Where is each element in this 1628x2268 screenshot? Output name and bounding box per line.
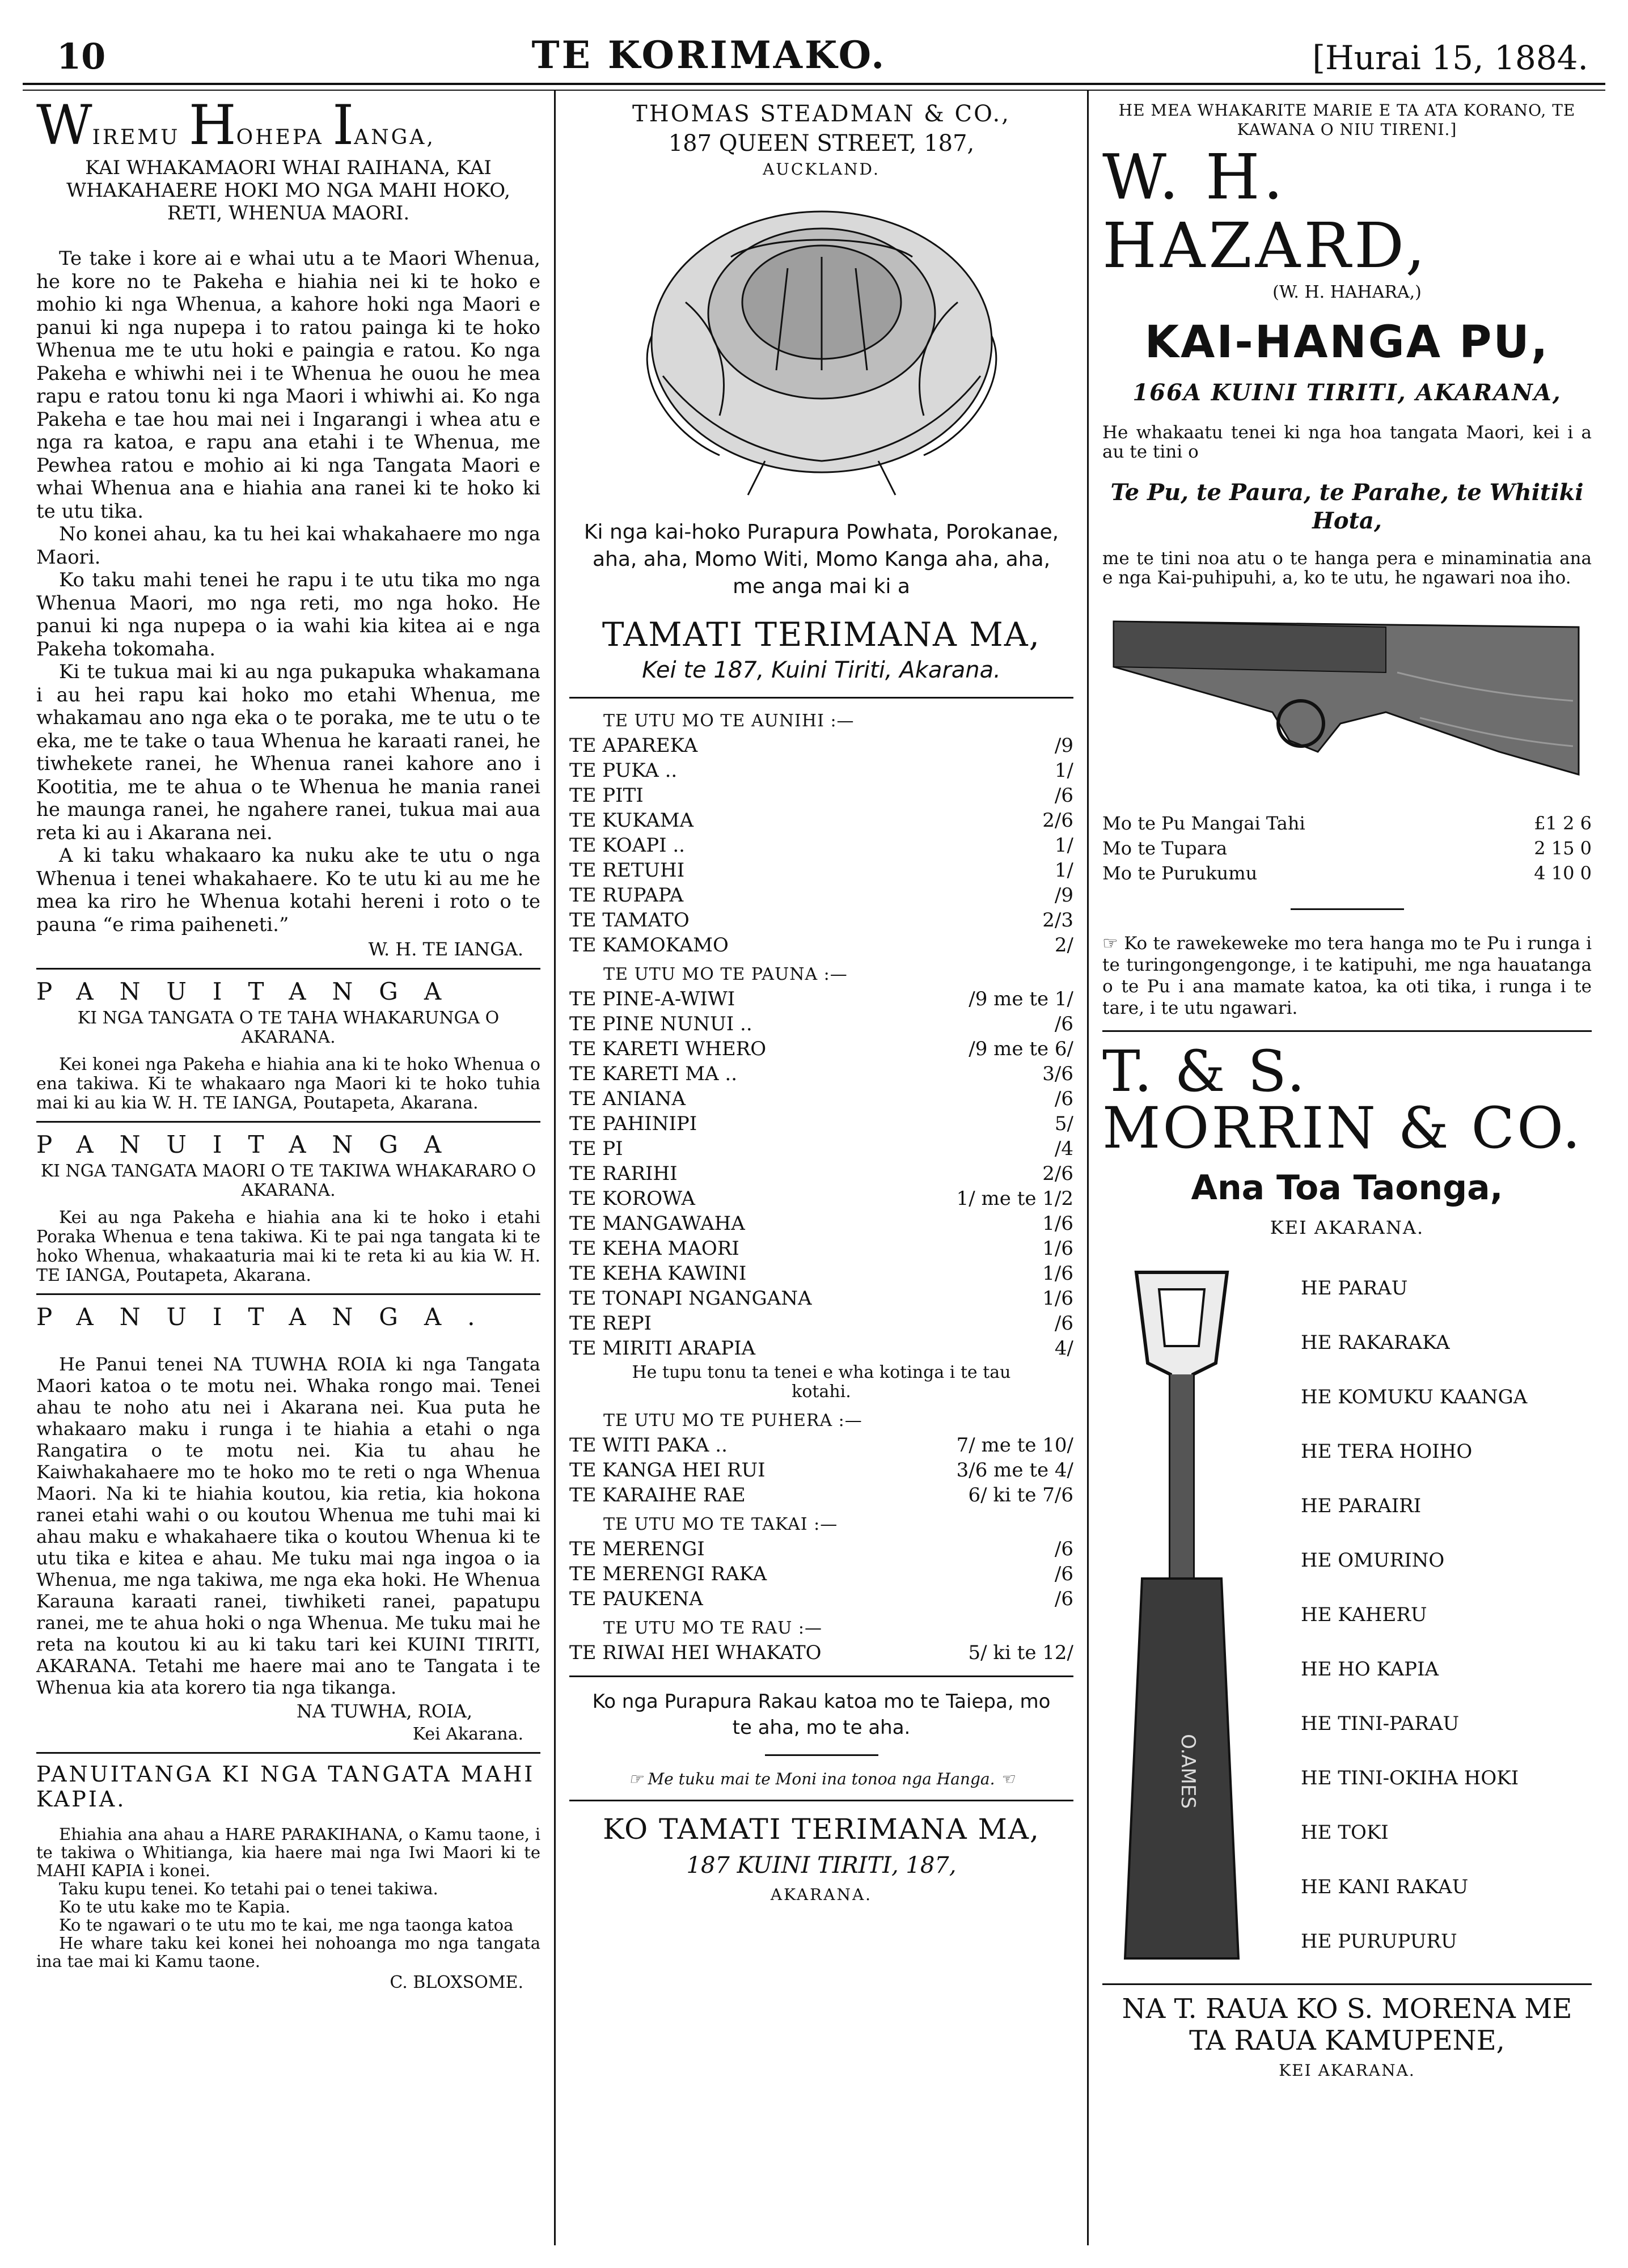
cabbage-svg bbox=[618, 189, 1026, 506]
column-1 bbox=[23, 91, 556, 2245]
item-price: 4/ bbox=[1054, 1337, 1073, 1360]
item-price: 1/ bbox=[1054, 759, 1073, 782]
money-note bbox=[569, 1770, 1073, 1788]
item-name: TE PAHINIPI bbox=[569, 1112, 697, 1135]
ad-subtitle: KI NGA TANGATA O TE TAHA WHAKARUNGA O AKARANA. bbox=[77, 1008, 500, 1048]
name-part-ohepa: OHEPA bbox=[236, 126, 333, 149]
item-price: 1/6 bbox=[1042, 1237, 1073, 1260]
list-item: HE KAHERU bbox=[1301, 1603, 1427, 1626]
morrin-ad bbox=[1102, 1030, 1592, 2080]
item-price: 2 15 0 bbox=[1534, 837, 1592, 859]
pointing-hand-icon: ☜ bbox=[995, 1770, 1014, 1788]
item-name: TE KOAPI .. bbox=[569, 834, 685, 857]
name-part-iremu: IREMU bbox=[92, 126, 189, 149]
steadman-header bbox=[569, 101, 1073, 179]
price-section-title: TE UTU MO TE TAKAI :— bbox=[603, 1514, 838, 1534]
ad-heading: PANUITANGA KI NGA TANGATA MAHI KAPIA. bbox=[36, 1762, 535, 1812]
paragraph: A ki taku whakaaro ka nuku ake te utu o nga Whenua i tenei whakahaere. Ko te utu ki au me he mea ka riro he Whenua kotahi hereni i roto o te pauna “e rima paiheneti.” bbox=[36, 844, 540, 936]
item-price: /6 bbox=[1054, 1563, 1073, 1585]
spade-label: O.AMES bbox=[1177, 1734, 1199, 1809]
repair-note bbox=[1102, 933, 1592, 1019]
price-section-title: TE UTU MO TE PAUNA :— bbox=[603, 964, 848, 984]
table-row bbox=[569, 733, 1073, 758]
item-price: /6 bbox=[1054, 1538, 1073, 1560]
item-price: /6 bbox=[1054, 1013, 1073, 1035]
paragraph: Ki te tukua mai ki au nga pukapuka whakamana i au hei rapu kai hoko mo etahi Whenua, me whakamau ano nga eka o te poraka, me te utu o te eka, me te take o taua Whenua he karaati ranei, he tiwhekete ranei, he Whenua ranei kahore ano i Kootitia, me te ahua o te Whenua he mania ranei he maunga ranei, he ngahere ranei, tukua mai aua reta ki au i Akarana nei. bbox=[36, 661, 540, 844]
item-price: /6 bbox=[1054, 784, 1073, 807]
ad-panuitanga-north bbox=[36, 978, 540, 1123]
gun-price-table bbox=[1102, 811, 1592, 886]
price-section-title: TE UTU MO TE AUNIHI :— bbox=[603, 711, 855, 731]
item-name: TE WITI PAKA .. bbox=[569, 1434, 728, 1457]
list-item: HE KOMUKU KAANGA bbox=[1301, 1386, 1528, 1408]
table-row bbox=[569, 1483, 1073, 1508]
item-name: TE PUKA .. bbox=[569, 759, 678, 782]
price-table bbox=[569, 733, 1073, 958]
table-row bbox=[569, 783, 1073, 808]
hazard-address: 166A KUINI TIRITI, AKARANA, bbox=[1132, 379, 1562, 406]
item-name: TE REPI bbox=[569, 1312, 652, 1335]
issue-date: [Hurai 15, 1884. bbox=[1312, 39, 1588, 77]
item-name: TE PI bbox=[569, 1137, 623, 1160]
paragraph: He Panui tenei NA TUWHA ROIA ki nga Tangata Maori katoa o te motu nei. Whaka rongo mai. Tenei ahau te noho atu nei i Akarana nei. Kua puta he whakaaro maku i runga i te hiahia a etahi o nga Rangatira o te motu nei. Kia tu ahau he Kaiwhakahaere mo te hoko mo te reti o nga Whenua Maori. Na ki te hiahia koutou, kia retia, kia hokona ranei etahi wahi o ou koutou Whenua me tuhi mai ki ahau maku e whakahaere tika o koutou Whenua ki te utu tika e kitea e ahau. Me tuku mai nga ingoa o ia Whenua, me nga takiwa, me nga eka hoki. He Whenua Karauna karaati ranei, tiwhiketi ranei, papatupu ranei, me te ahua hoki o nga Whenua. Me tuku mai he reta na koutou ki au ki taku tari kei KUINI TIRITI, AKARANA. Tetahi me haere mai ano te Tangata i te Whenua kia ata korero tia nga tikanga. bbox=[36, 1353, 540, 1699]
item-price: /9 bbox=[1054, 734, 1073, 757]
item-name: TE MIRITI ARAPIA bbox=[569, 1337, 756, 1360]
shotgun-svg bbox=[1102, 604, 1590, 797]
morrin-shop: Ana Toa Taonga, bbox=[1191, 1168, 1503, 1208]
hazard-intro bbox=[1102, 423, 1592, 462]
company-name: THOMAS STEADMAN & CO., bbox=[632, 101, 1010, 127]
item-price: 4 10 0 bbox=[1534, 862, 1592, 884]
item-name: Mo te Tupara bbox=[1102, 837, 1228, 859]
bottom-city: AKARANA. bbox=[770, 1885, 873, 1904]
ad-mahi-kapia bbox=[36, 1762, 540, 2000]
tool-list bbox=[1272, 1261, 1527, 1978]
table-row bbox=[1102, 861, 1592, 886]
table-row bbox=[569, 1433, 1073, 1458]
table-row bbox=[569, 1458, 1073, 1483]
item-price: /9 bbox=[1054, 884, 1073, 907]
footer-block bbox=[569, 1675, 1073, 1788]
ad-heading: PANUITANGA bbox=[36, 978, 468, 1006]
bottom-block bbox=[569, 1800, 1073, 1904]
spade-svg bbox=[1102, 1261, 1261, 1975]
item-price: 3/6 me te 4/ bbox=[956, 1459, 1073, 1482]
price-table bbox=[569, 1433, 1073, 1508]
item-name: TE RUPAPA bbox=[569, 884, 684, 907]
item-price: /6 bbox=[1054, 1312, 1073, 1335]
paragraph: Ko te utu kake mo te Kapia. bbox=[59, 1897, 291, 1917]
ad-body bbox=[36, 1208, 540, 1285]
paragraph: me te tini noa atu o te hanga pera e minaminatia ana e nga Kai-puhipuhi, a, ko te utu, he ngawari noa iho. bbox=[1102, 548, 1592, 588]
item-name: TE MANGAWAHA bbox=[569, 1212, 745, 1235]
ad-body bbox=[36, 1353, 540, 1698]
shotgun-illustration-icon bbox=[1102, 604, 1592, 799]
price-section-title: TE UTU MO TE PUHERA :— bbox=[603, 1411, 862, 1431]
paragraph: Te take i kore ai e whai utu a te Maori Whenua, he kore no te Pakeha e hiahia nei ki te hoko e mohio ki nga Whenua, a kahore hoki nga Maori e panui ki nga nupepa i to ratou painga ki te hoko Whenua me te utu hoki e paingia e ratou. Ko nga Pakeha e whiwhi nei i te Whenua he ouou he mea rapu e ratou tonu ki nga Maori i whiwhi ai. Ko nga Pakeha e tae hou mai nei i Ingarangi i whea atu e nga ra katoa, e rapu ana etahi i te Whenua, me Pewhea ratou e mohio ai ki nga Tangata Maori e whai Whenua ana e hiahia ana ranei ki te hoko ki te utu tika. bbox=[36, 247, 540, 523]
list-item: HE PURUPURU bbox=[1301, 1930, 1457, 1953]
divider bbox=[1291, 908, 1404, 910]
item-name: TE PINE NUNUI .. bbox=[569, 1013, 752, 1035]
hazard-goods-note bbox=[1102, 549, 1592, 587]
repair-note-text: Ko te rawekeweke mo tera hanga mo te Pu i runga i te turingongengonge, i te katipuhi, me nga hauatanga o te Pu i ana mamate katoa, ka oti tika, i runga i te tare, i te utu ngawari. bbox=[1102, 933, 1592, 1018]
table-row bbox=[569, 1211, 1073, 1236]
hazard-goods: Te Pu, te Paura, te Parahe, te Whitiki Hota, bbox=[1110, 479, 1584, 534]
table-row bbox=[569, 1186, 1073, 1211]
price-section-title: TE UTU MO TE RAU :— bbox=[603, 1618, 823, 1638]
ad-body bbox=[36, 1055, 540, 1113]
paragraph: Ko taku mahi tenei he rapu i te utu tika mo nga Whenua Maori, mo nga reti, mo nga hoko. He panui ki nga nupepa o ia wahi kia kitea ai e nga Pakeha tokomaha. bbox=[36, 569, 540, 661]
item-name: TE APAREKA bbox=[569, 734, 698, 757]
table-row bbox=[569, 1012, 1073, 1036]
table-row bbox=[569, 858, 1073, 883]
list-item: HE TOKI bbox=[1301, 1821, 1389, 1844]
item-price: 2/3 bbox=[1042, 909, 1073, 932]
page-number: 10 bbox=[57, 36, 106, 77]
table-row bbox=[569, 933, 1073, 958]
price-sections bbox=[569, 704, 1073, 1665]
table-row bbox=[569, 833, 1073, 858]
item-name: TE KUKAMA bbox=[569, 809, 694, 832]
table-row bbox=[569, 1562, 1073, 1586]
table-row bbox=[569, 1311, 1073, 1336]
list-item: HE PARAU bbox=[1301, 1277, 1408, 1300]
initial-w: W bbox=[36, 94, 92, 157]
table-row bbox=[569, 908, 1073, 933]
list-item: HE KANI RAKAU bbox=[1301, 1876, 1469, 1898]
paragraph: Kei konei nga Pakeha e hiahia ana ki te hoko Whenua o ena takiwa. Ki te whakaaro nga Maori ki te hoko tuhia mai ki au kia W. H. TE IANGA, Poutapeta, Akarana. bbox=[36, 1055, 540, 1114]
list-item: HE TINI-PARAU bbox=[1301, 1712, 1460, 1735]
merchant-address: Kei te 187, Kuini Tiriti, Akarana. bbox=[642, 657, 1001, 683]
item-price: /6 bbox=[1054, 1088, 1073, 1110]
table-row bbox=[569, 758, 1073, 783]
table-row bbox=[569, 808, 1073, 833]
masthead bbox=[23, 23, 1605, 85]
ad-subtitle: KAI WHAKAMAORI WHAI RAIHANA, KAI WHAKAHAERE HOKI MO NGA MAHI HOKO, RETI, WHENUA MAORI. bbox=[66, 156, 510, 225]
table-row bbox=[569, 1336, 1073, 1361]
item-name: TE PITI bbox=[569, 784, 644, 807]
list-item: HE TERA HOIHO bbox=[1301, 1440, 1473, 1463]
price-table bbox=[569, 987, 1073, 1361]
item-price: 3/6 bbox=[1042, 1063, 1073, 1085]
pointing-hand-icon: ☞ bbox=[628, 1770, 648, 1788]
table-row bbox=[569, 1136, 1073, 1161]
column-3 bbox=[1089, 91, 1605, 2245]
paragraph: He whakaatu tenei ki nga hoa tangata Maori, kei i a au te tini o bbox=[1102, 422, 1592, 462]
item-price: /6 bbox=[1054, 1588, 1073, 1610]
ad-body bbox=[36, 247, 540, 936]
morrin-name: T. & S. MORRIN & CO. bbox=[1102, 1038, 1583, 1161]
price-table bbox=[569, 1537, 1073, 1611]
table-row bbox=[569, 1111, 1073, 1136]
company-city: AUCKLAND. bbox=[763, 160, 880, 179]
seed-note: Ko nga Purapura Rakau katoa mo te Taiepa, mo te aha, mo te aha. bbox=[592, 1690, 1051, 1739]
hazard-name: W. H. HAZARD, bbox=[1102, 141, 1429, 282]
paragraph: He whare taku kei konei hei nohoanga mo nga tangata ina tae mai ki Kamu taone. bbox=[36, 1933, 540, 1971]
money-note-text: Me tuku mai te Moni ina tonoa nga Hanga. bbox=[648, 1770, 995, 1788]
signature: W. H. TE IANGA. bbox=[368, 938, 523, 960]
table-row bbox=[569, 1036, 1073, 1061]
item-name: TE KEHA MAORI bbox=[569, 1237, 739, 1260]
item-price: 6/ ki te 7/6 bbox=[968, 1484, 1073, 1507]
bottom-name: KO TAMATI TERIMANA MA, bbox=[603, 1813, 1040, 1846]
spade-illustration-icon bbox=[1102, 1261, 1272, 1978]
table-row bbox=[569, 1236, 1073, 1261]
pointing-hand-icon: ☞ bbox=[1102, 933, 1124, 954]
table-row bbox=[1102, 811, 1592, 836]
item-name: TE PAUKENA bbox=[569, 1588, 703, 1610]
ad-body bbox=[36, 1825, 540, 1970]
merchant-name: TAMATI TERIMANA MA, bbox=[602, 615, 1041, 654]
item-price: /9 me te 6/ bbox=[969, 1038, 1073, 1060]
list-item: HE HO KAPIA bbox=[1301, 1658, 1439, 1681]
item-name: TE PINE-A-WIWI bbox=[569, 988, 735, 1010]
item-name: TE TONAPI NGANGANA bbox=[569, 1287, 812, 1310]
paragraph: No konei ahau, ka tu hei kai whakahaere mo nga Maori. bbox=[36, 523, 540, 569]
price-table bbox=[569, 1640, 1073, 1665]
table-row bbox=[569, 1061, 1073, 1086]
item-price: 5/ ki te 12/ bbox=[968, 1641, 1073, 1664]
item-price: 1/ bbox=[1054, 834, 1073, 857]
item-name: TE KEHA KAWINI bbox=[569, 1262, 747, 1285]
item-price: 1/ bbox=[1054, 859, 1073, 882]
ad-name bbox=[36, 94, 540, 157]
item-price: 5/ bbox=[1054, 1112, 1073, 1135]
newspaper-title: TE KORIMAKO. bbox=[531, 33, 887, 77]
ad-wiremu-hohepa-ianga bbox=[36, 94, 540, 970]
item-name: TE RIWAI HEI WHAKATO bbox=[569, 1641, 822, 1664]
paragraph: Taku kupu tenei. Ko tetahi pai o tenei takiwa. bbox=[59, 1879, 438, 1899]
item-name: TE KARETI WHERO bbox=[569, 1038, 767, 1060]
table-row bbox=[569, 1586, 1073, 1611]
morrin-body bbox=[1102, 1261, 1592, 1978]
item-name: TE RARIHI bbox=[569, 1162, 678, 1185]
item-price: /9 me te 1/ bbox=[969, 988, 1073, 1010]
item-name: TE KARAIHE RAE bbox=[569, 1484, 746, 1507]
ad-subtitle: KI NGA TANGATA MAORI O TE TAKIWA WHAKARARO O AKARANA. bbox=[40, 1161, 536, 1201]
item-name: TE KOROWA bbox=[569, 1187, 695, 1210]
item-price: 2/6 bbox=[1042, 1162, 1073, 1185]
item-price: /4 bbox=[1054, 1137, 1073, 1160]
list-item: HE RAKARAKA bbox=[1301, 1331, 1450, 1354]
ad-panuitanga-tuwha bbox=[36, 1303, 540, 1754]
item-name: Mo te Pu Mangai Tahi bbox=[1102, 813, 1305, 834]
table-row bbox=[569, 883, 1073, 908]
table-row bbox=[1102, 836, 1592, 861]
initial-i: I bbox=[332, 94, 354, 157]
hazard-alias: (W. H. HAHARA,) bbox=[1272, 282, 1422, 302]
morrin-footer-place: KEI AKARANA. bbox=[1279, 2061, 1415, 2080]
item-price: 1/6 bbox=[1042, 1287, 1073, 1310]
company-address: 187 QUEEN STREET, 187, bbox=[668, 130, 975, 156]
cabbage-illustration-icon bbox=[569, 189, 1073, 509]
column-2 bbox=[556, 91, 1089, 2245]
table-row bbox=[569, 1640, 1073, 1665]
signature-place: Kei Akarana. bbox=[412, 1724, 523, 1745]
item-name: TE TAMATO bbox=[569, 909, 690, 932]
paragraph: Ehiahia ana ahau a HARE PARAKIHANA, o Kamu taone, i te takiwa o Whitianga, kia haere mai nga Iwi Maori ki te MAHI KAPIA i konei. bbox=[36, 1825, 540, 1881]
bottom-address: 187 KUINI TIRITI, 187, bbox=[686, 1852, 957, 1878]
hazard-trade: KAI-HANGA PU, bbox=[1144, 317, 1550, 368]
item-price: 2/6 bbox=[1042, 809, 1073, 832]
item-price: 1/6 bbox=[1042, 1212, 1073, 1235]
item-price: 2/ bbox=[1054, 934, 1073, 957]
signature: NA TUWHA, ROIA, bbox=[296, 1700, 472, 1723]
item-name: TE ANIANA bbox=[569, 1088, 686, 1110]
item-name: Mo te Purukumu bbox=[1102, 862, 1258, 884]
columns bbox=[23, 91, 1605, 2245]
item-name: TE MERENGI RAKA bbox=[569, 1563, 767, 1585]
paragraph: Ko te ngawari o te utu mo te kai, me nga taonga katoa bbox=[59, 1915, 514, 1935]
list-item: HE PARAIRI bbox=[1301, 1495, 1422, 1517]
section-note: He tupu tonu ta tenei e wha kotinga i te tau kotahi. bbox=[632, 1363, 1011, 1402]
ad-heading: PANUITANGA. bbox=[36, 1303, 501, 1331]
table-row bbox=[569, 1261, 1073, 1286]
table-row bbox=[569, 1286, 1073, 1311]
initial-h: H bbox=[188, 94, 236, 157]
list-item: HE OMURINO bbox=[1301, 1549, 1445, 1572]
item-price: 1/ me te 1/2 bbox=[956, 1187, 1073, 1210]
item-name: TE KARETI MA .. bbox=[569, 1063, 738, 1085]
morrin-place: KEI AKARANA. bbox=[1270, 1217, 1424, 1238]
table-row bbox=[569, 1161, 1073, 1186]
morrin-footer: NA T. RAUA KO S. MORENA ME TA RAUA KAMUPENE, bbox=[1102, 1983, 1592, 2057]
signature: C. BLOXSOME. bbox=[390, 1973, 523, 1993]
item-price: £1 2 6 bbox=[1534, 813, 1592, 834]
table-row bbox=[569, 1537, 1073, 1562]
ad-panuitanga-south bbox=[36, 1131, 540, 1295]
ad-heading: PANUITANGA bbox=[36, 1131, 468, 1159]
divider bbox=[765, 1754, 878, 1756]
item-price: 1/6 bbox=[1042, 1262, 1073, 1285]
item-name: TE RETUHI bbox=[569, 859, 685, 882]
item-name: TE MERENGI bbox=[569, 1538, 705, 1560]
table-row bbox=[569, 987, 1073, 1012]
item-name: TE KANGA HEI RUI bbox=[569, 1459, 766, 1482]
price-list bbox=[569, 697, 1073, 1665]
list-item: HE TINI-OKIHA HOKI bbox=[1301, 1767, 1519, 1789]
steadman-blurb: Ki nga kai-hoko Purapura Powhata, Porokanae, aha, aha, Momo Witi, Momo Kanga aha, aha, me anga mai ki a bbox=[583, 521, 1059, 598]
name-part-anga: ANGA, bbox=[354, 126, 435, 149]
paragraph: Kei au nga Pakeha e hiahia ana ki te hoko i etahi Poraka Whenua e tena takiwa. Ki te pai nga tangata ki te hoko Whenua, whakaaturia mai ki te reta ki au kia W. H. TE IANGA, Poutapeta, Akarana. bbox=[36, 1208, 540, 1286]
table-row bbox=[569, 1086, 1073, 1111]
item-price: 7/ me te 10/ bbox=[956, 1434, 1073, 1457]
item-name: TE KAMOKAMO bbox=[569, 934, 729, 957]
appointment-note: HE MEA WHAKARITE MARIE E TA ATA KORANO, TE KAWANA O NIU TIRENI.] bbox=[1118, 101, 1576, 139]
